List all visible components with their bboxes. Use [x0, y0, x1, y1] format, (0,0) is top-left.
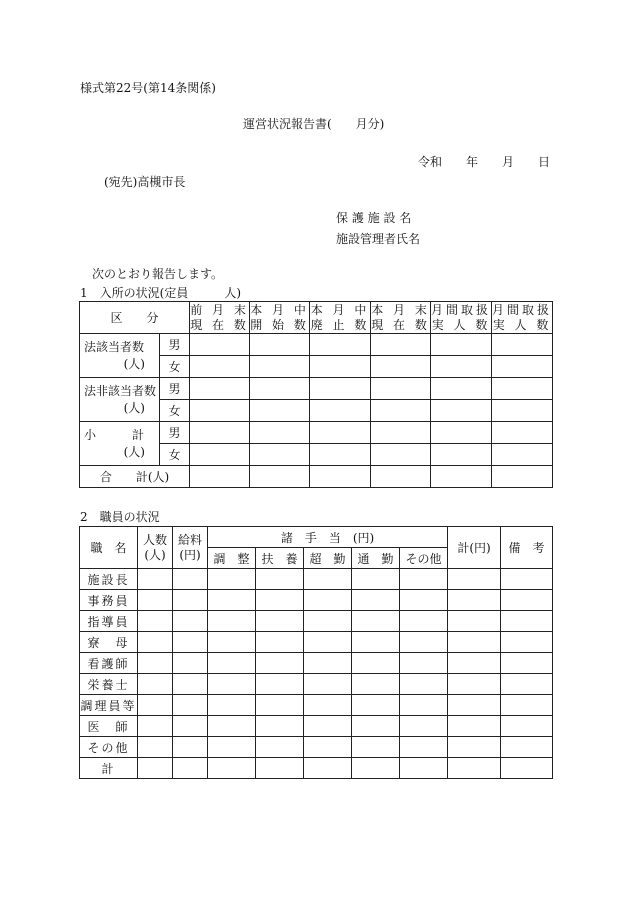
data-cell[interactable] [304, 695, 352, 716]
data-cell[interactable] [400, 590, 448, 611]
data-cell[interactable] [250, 378, 310, 400]
data-cell[interactable] [501, 632, 553, 653]
staff-role-label: 医 師 [80, 716, 138, 737]
allowance-other: その他 [400, 548, 448, 569]
header-col-6: 月間取扱 実 人 数 [492, 302, 553, 332]
data-cell[interactable] [304, 737, 352, 758]
data-cell[interactable] [492, 334, 553, 356]
data-cell[interactable] [190, 444, 250, 466]
data-cell[interactable] [400, 611, 448, 632]
intro-text: 次のとおり報告します。 [92, 267, 224, 281]
data-cell[interactable] [371, 444, 431, 466]
data-cell[interactable] [431, 378, 492, 400]
data-cell[interactable] [304, 569, 352, 590]
sex-male: 男 [160, 334, 190, 356]
data-cell[interactable] [448, 632, 501, 653]
data-cell[interactable] [208, 674, 256, 695]
staff-row [80, 611, 553, 632]
staff-header-row-1 [80, 527, 553, 548]
document-title: 運営状況報告書( 月分) [243, 117, 385, 131]
data-cell[interactable] [173, 674, 208, 695]
data-cell[interactable] [304, 611, 352, 632]
data-cell[interactable] [310, 356, 371, 378]
data-cell[interactable] [256, 758, 304, 779]
data-cell[interactable] [431, 356, 492, 378]
data-cell[interactable] [352, 632, 400, 653]
data-cell[interactable] [208, 632, 256, 653]
staff-row [80, 590, 553, 611]
data-cell[interactable] [448, 569, 501, 590]
data-cell[interactable] [138, 653, 173, 674]
data-cell[interactable] [352, 716, 400, 737]
staff-role-label: 調理員等 [80, 695, 138, 716]
data-cell[interactable] [173, 695, 208, 716]
staff-role-label: 施設長 [80, 569, 138, 590]
allowance-adjustment: 調 整 [208, 548, 256, 569]
data-cell[interactable] [310, 422, 371, 444]
data-cell[interactable] [256, 569, 304, 590]
header-kubun: 区 分 [80, 302, 190, 334]
data-cell[interactable] [304, 716, 352, 737]
staff-role-label: 計 [80, 758, 138, 779]
data-cell[interactable] [173, 737, 208, 758]
data-cell[interactable] [190, 466, 250, 488]
data-cell[interactable] [492, 466, 553, 488]
data-cell[interactable] [310, 334, 371, 356]
data-cell[interactable] [400, 758, 448, 779]
data-cell[interactable] [352, 569, 400, 590]
data-cell[interactable] [371, 378, 431, 400]
data-cell[interactable] [352, 653, 400, 674]
data-cell[interactable] [173, 716, 208, 737]
data-cell[interactable] [448, 653, 501, 674]
data-cell[interactable] [138, 590, 173, 611]
data-cell[interactable] [208, 611, 256, 632]
data-cell[interactable] [310, 466, 371, 488]
data-cell[interactable] [310, 400, 371, 422]
data-cell[interactable] [208, 716, 256, 737]
data-cell[interactable] [501, 716, 553, 737]
group-nonapplicable-male-row [80, 378, 553, 400]
data-cell[interactable] [208, 758, 256, 779]
manager-name-label: 施設管理者氏名 [336, 232, 421, 246]
sex-female: 女 [160, 356, 190, 378]
data-cell[interactable] [501, 653, 553, 674]
staff-role-label: 事務員 [80, 590, 138, 611]
section2-heading: 2 職員の状況 [80, 510, 160, 524]
data-cell[interactable] [448, 716, 501, 737]
data-cell[interactable] [501, 737, 553, 758]
data-cell[interactable] [448, 590, 501, 611]
data-cell[interactable] [190, 378, 250, 400]
staff-row [80, 569, 553, 590]
grand-total-label: 合 計(人) [80, 466, 190, 488]
data-cell[interactable] [256, 590, 304, 611]
data-cell[interactable] [173, 569, 208, 590]
data-cell[interactable] [138, 632, 173, 653]
staff-role-label: その他 [80, 737, 138, 758]
data-cell[interactable] [492, 422, 553, 444]
data-cell[interactable] [256, 695, 304, 716]
group-subtotal-male-row [80, 422, 553, 444]
col-note: 備 考 [501, 527, 553, 569]
data-cell[interactable] [501, 569, 553, 590]
data-cell[interactable] [492, 356, 553, 378]
allowance-overtime: 超 勤 [304, 548, 352, 569]
date-line: 令和 年 月 日 [418, 155, 551, 169]
staff-row [80, 758, 553, 779]
data-cell[interactable] [352, 695, 400, 716]
data-cell[interactable] [501, 695, 553, 716]
staff-row [80, 716, 553, 737]
data-cell[interactable] [400, 653, 448, 674]
data-cell[interactable] [448, 695, 501, 716]
data-cell[interactable] [250, 466, 310, 488]
data-cell[interactable] [304, 758, 352, 779]
data-cell[interactable] [352, 737, 400, 758]
data-cell[interactable] [304, 653, 352, 674]
data-cell[interactable] [190, 356, 250, 378]
staff-role-label: 寮 母 [80, 632, 138, 653]
data-cell[interactable] [208, 695, 256, 716]
header-col-3: 本 月 中 廃 止 数 [310, 302, 370, 332]
data-cell[interactable] [352, 758, 400, 779]
sex-female: 女 [160, 400, 190, 422]
data-cell[interactable] [431, 422, 492, 444]
form-number: 様式第22号(第14条関係) [80, 81, 216, 95]
data-cell[interactable] [138, 737, 173, 758]
data-cell[interactable] [138, 611, 173, 632]
data-cell[interactable] [310, 444, 371, 466]
data-cell[interactable] [371, 400, 431, 422]
header-col-1: 前 月 末 現 在 数 [190, 302, 249, 332]
data-cell[interactable] [138, 569, 173, 590]
data-cell[interactable] [173, 632, 208, 653]
data-cell[interactable] [256, 737, 304, 758]
facility-name-label: 保 護 施 設 名 [336, 211, 412, 225]
data-cell[interactable] [400, 674, 448, 695]
staff-row [80, 674, 553, 695]
data-cell[interactable] [250, 356, 310, 378]
staff-row [80, 695, 553, 716]
data-cell[interactable] [371, 422, 431, 444]
staff-row [80, 653, 553, 674]
data-cell[interactable] [190, 400, 250, 422]
data-cell[interactable] [400, 632, 448, 653]
data-cell[interactable] [173, 653, 208, 674]
data-cell[interactable] [190, 422, 250, 444]
data-cell[interactable] [304, 632, 352, 653]
data-cell[interactable] [371, 334, 431, 356]
data-cell[interactable] [250, 400, 310, 422]
data-cell[interactable] [208, 737, 256, 758]
data-cell[interactable] [492, 400, 553, 422]
data-cell[interactable] [304, 590, 352, 611]
data-cell[interactable] [492, 378, 553, 400]
data-cell[interactable] [431, 400, 492, 422]
data-cell[interactable] [256, 653, 304, 674]
data-cell[interactable] [492, 444, 553, 466]
data-cell[interactable] [138, 674, 173, 695]
group-nonapplicable-label: 法非該当者数 (人) [80, 378, 160, 422]
data-cell[interactable] [256, 611, 304, 632]
data-cell[interactable] [352, 674, 400, 695]
header-col-4: 本 月 末 現 在 数 [371, 302, 430, 332]
data-cell[interactable] [501, 674, 553, 695]
allowance-commute: 通 勤 [352, 548, 400, 569]
header-col-2: 本 月 中 開 始 数 [250, 302, 309, 332]
data-cell[interactable] [250, 422, 310, 444]
group-applicable-label: 法該当者数 (人) [80, 334, 160, 378]
col-total: 計(円) [448, 527, 501, 569]
data-cell[interactable] [400, 695, 448, 716]
data-cell[interactable] [138, 758, 173, 779]
data-cell[interactable] [138, 695, 173, 716]
data-cell[interactable] [208, 569, 256, 590]
staff-row [80, 632, 553, 653]
sex-male: 男 [160, 422, 190, 444]
data-cell[interactable] [431, 466, 492, 488]
data-cell[interactable] [501, 758, 553, 779]
col-allowance: 諸 手 当 (円) [208, 527, 448, 548]
data-cell[interactable] [304, 674, 352, 695]
data-cell[interactable] [352, 611, 400, 632]
data-cell[interactable] [352, 590, 400, 611]
staff-table [79, 526, 553, 779]
data-cell[interactable] [400, 716, 448, 737]
data-cell[interactable] [250, 444, 310, 466]
data-cell[interactable] [448, 758, 501, 779]
data-cell[interactable] [256, 632, 304, 653]
staff-role-label: 栄養士 [80, 674, 138, 695]
data-cell[interactable] [256, 716, 304, 737]
grand-total-row [80, 466, 553, 488]
data-cell[interactable] [208, 653, 256, 674]
col-salary: 給料 (円) [173, 527, 208, 569]
sex-male: 男 [160, 378, 190, 400]
data-cell[interactable] [448, 674, 501, 695]
data-cell[interactable] [173, 758, 208, 779]
data-cell[interactable] [448, 737, 501, 758]
data-cell[interactable] [501, 590, 553, 611]
admission-table [79, 301, 553, 488]
group-subtotal-label: 小 計 (人) [80, 422, 160, 466]
data-cell[interactable] [431, 334, 492, 356]
admission-header-row [80, 302, 553, 334]
data-cell[interactable] [190, 334, 250, 356]
col-role: 職 名 [80, 527, 138, 569]
data-cell[interactable] [371, 466, 431, 488]
data-cell[interactable] [400, 569, 448, 590]
data-cell[interactable] [138, 716, 173, 737]
data-cell[interactable] [431, 444, 492, 466]
staff-role-label: 指導員 [80, 611, 138, 632]
data-cell[interactable] [173, 611, 208, 632]
data-cell[interactable] [310, 378, 371, 400]
allowance-dependent: 扶 養 [256, 548, 304, 569]
data-cell[interactable] [448, 611, 501, 632]
data-cell[interactable] [256, 674, 304, 695]
data-cell[interactable] [501, 611, 553, 632]
data-cell[interactable] [400, 737, 448, 758]
section1-heading: 1 入所の状況(定員 人) [80, 286, 241, 300]
staff-role-label: 看護師 [80, 653, 138, 674]
group-applicable-male-row [80, 334, 553, 356]
col-people: 人数 (人) [138, 527, 173, 569]
staff-row [80, 737, 553, 758]
data-cell[interactable] [173, 590, 208, 611]
data-cell[interactable] [250, 334, 310, 356]
sex-female: 女 [160, 444, 190, 466]
data-cell[interactable] [208, 590, 256, 611]
data-cell[interactable] [371, 356, 431, 378]
header-col-5: 月間取扱 実 人 数 [431, 302, 492, 332]
addressee: (宛先)高槻市長 [104, 175, 186, 189]
